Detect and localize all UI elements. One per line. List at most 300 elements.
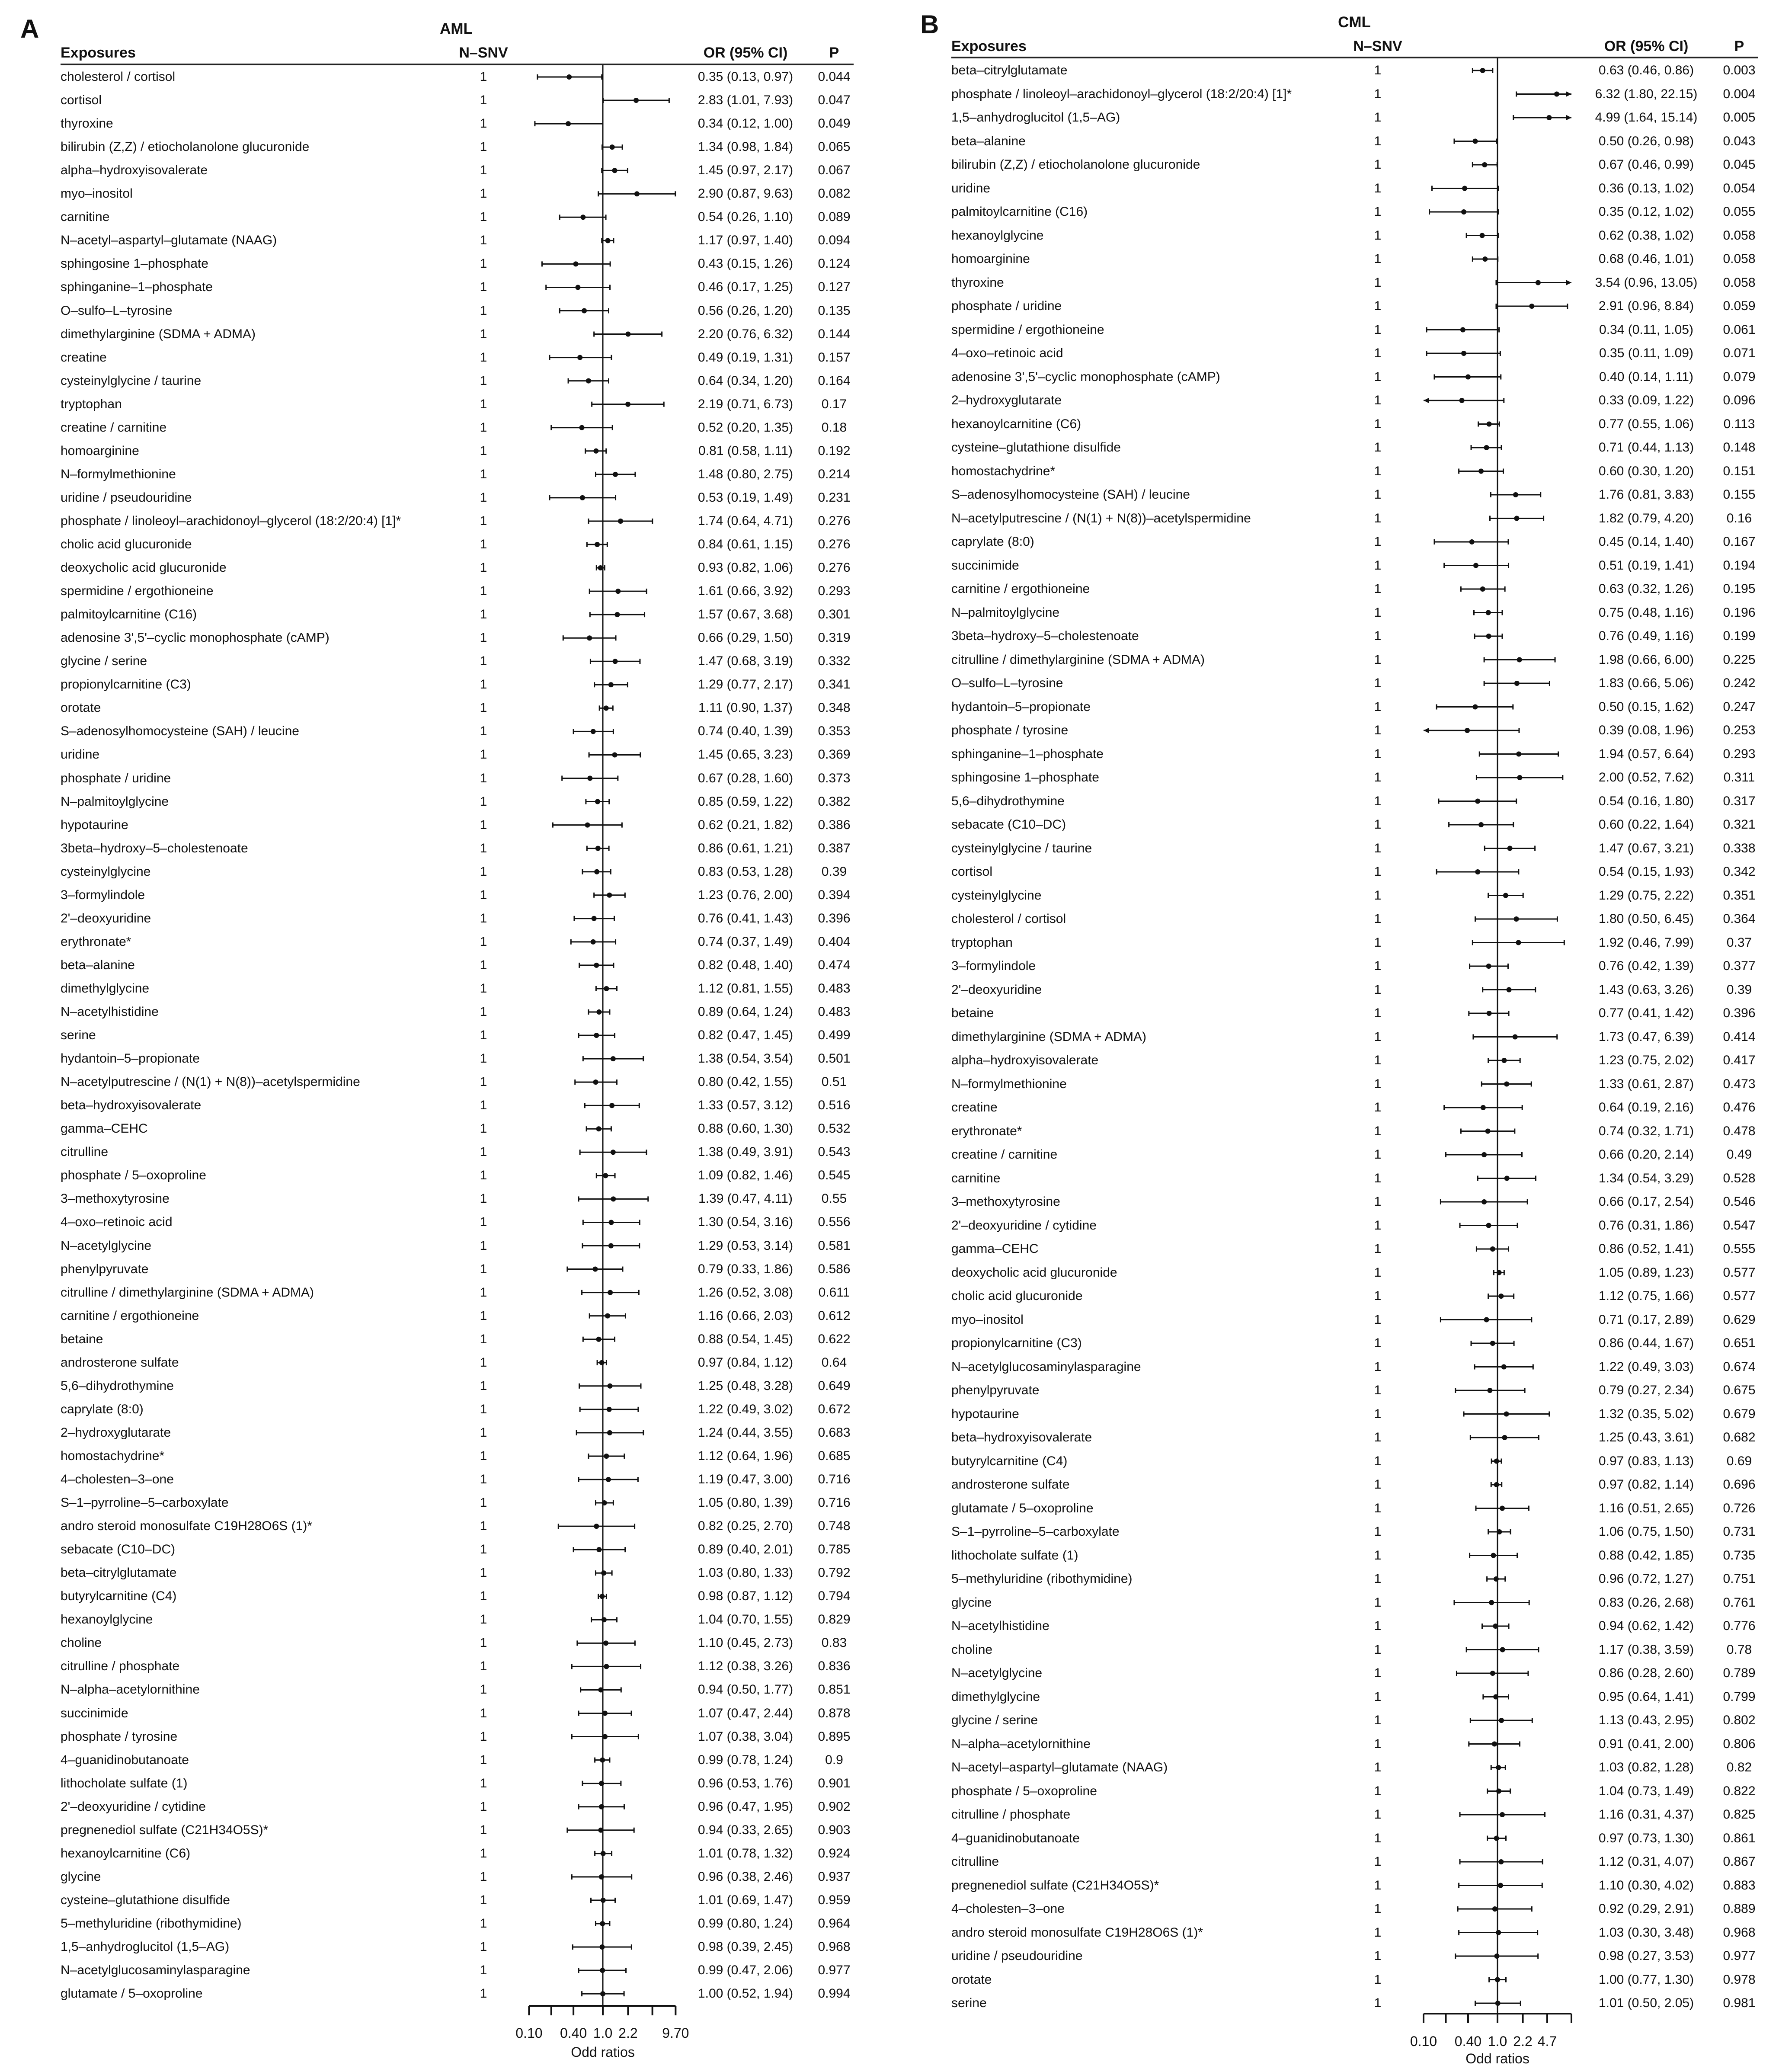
p-value: 0.611 (818, 1285, 850, 1300)
p-value: 0.231 (818, 490, 851, 505)
or-ci-value: 0.50 (0.26, 0.98) (1598, 134, 1694, 148)
p-value: 0.382 (818, 794, 851, 809)
nsnv-value: 1 (480, 1752, 487, 1767)
exposure-label: cysteinylglycine (951, 888, 1042, 903)
nsnv-value: 1 (480, 163, 487, 178)
nsnv-value: 1 (1374, 252, 1382, 266)
cml-or-point (1501, 1058, 1507, 1063)
exposure-label: beta–hydroxyisovalerate (951, 1430, 1092, 1444)
p-value: 0.058 (1723, 252, 1756, 266)
aml-or-point (593, 1267, 598, 1272)
nsnv-value: 1 (480, 513, 487, 528)
nsnv-value: 1 (1374, 1336, 1382, 1350)
or-ci-value: 0.86 (0.52, 1.41) (1598, 1242, 1694, 1256)
nsnv-value: 1 (480, 771, 487, 785)
x-tick-label: 0.40 (560, 2025, 587, 2041)
p-value: 0.968 (818, 1940, 851, 1954)
exposure-label: N–palmitoylglycine (61, 794, 169, 809)
exposure-label: citrulline / phosphate (951, 1807, 1071, 1822)
p-value: 0.516 (818, 1098, 851, 1113)
exposure-label: serine (951, 1996, 987, 2010)
cml-or-point (1546, 115, 1552, 120)
nsnv-value: 1 (480, 443, 487, 458)
p-value: 0.127 (818, 280, 851, 295)
exposure-label: glycine / serine (951, 1713, 1038, 1727)
exposure-label: N–acetylglucosaminylasparagine (61, 1963, 250, 1978)
p-value: 0.581 (818, 1238, 851, 1253)
aml-or-point (607, 1407, 612, 1412)
nsnv-value: 1 (1374, 275, 1382, 290)
nsnv-value: 1 (480, 1075, 487, 1089)
p-value: 0.851 (818, 1682, 851, 1697)
nsnv-value: 1 (1374, 1807, 1382, 1822)
nsnv-value: 1 (1374, 817, 1382, 832)
p-value: 0.799 (1723, 1689, 1756, 1704)
or-ci-value: 0.36 (0.13, 1.02) (1598, 181, 1694, 195)
exposure-label: cortisol (951, 865, 993, 879)
or-ci-value: 0.64 (0.19, 2.16) (1598, 1100, 1694, 1114)
p-value: 0.386 (818, 817, 851, 832)
nsnv-value: 1 (1374, 1854, 1382, 1869)
aml-or-point (579, 425, 585, 430)
nsnv-value: 1 (480, 1940, 487, 1954)
or-ci-value: 1.19 (0.47, 3.00) (698, 1472, 794, 1486)
aml-or-point (585, 823, 590, 828)
cml-or-point (1500, 1506, 1505, 1511)
cml-or-point (1490, 1341, 1495, 1346)
cml-or-point (1504, 1082, 1509, 1087)
nsnv-value: 1 (480, 1332, 487, 1346)
or-ci-value: 0.50 (0.15, 1.62) (1598, 699, 1694, 714)
or-ci-value: 1.11 (0.90, 1.37) (698, 701, 793, 715)
cml-header-nsnv: N–SNV (1353, 38, 1402, 54)
aml-or-point (599, 1781, 604, 1786)
x-tick-label: 2.2 (1513, 2034, 1533, 2049)
or-ci-value: 0.49 (0.19, 1.31) (698, 350, 794, 365)
or-ci-value: 1.04 (0.73, 1.49) (1598, 1784, 1694, 1798)
or-ci-value: 2.90 (0.87, 9.63) (698, 186, 794, 201)
exposure-label: uridine (61, 747, 100, 762)
cml-axis-title: Odd ratios (1465, 2051, 1529, 2066)
nsnv-value: 1 (1374, 416, 1382, 431)
p-value: 0.293 (1723, 746, 1756, 761)
or-ci-value: 0.35 (0.11, 1.09) (1599, 346, 1693, 360)
nsnv-value: 1 (480, 1706, 487, 1720)
exposure-label: cholic acid glucuronide (61, 537, 192, 551)
cml-or-point (1494, 1459, 1499, 1464)
p-value: 0.679 (1723, 1406, 1756, 1421)
exposure-label: pregnenediol sulfate (C21H34O5S)* (951, 1878, 1159, 1893)
exposure-label: S–1–pyrroline–5–carboxylate (61, 1496, 229, 1510)
or-ci-value: 0.88 (0.42, 1.85) (1598, 1548, 1694, 1563)
exposure-label: alpha–hydroxyisovalerate (61, 163, 208, 178)
exposure-label: betaine (951, 1006, 994, 1020)
nsnv-value: 1 (480, 1168, 487, 1183)
x-tick-label: 0.10 (1410, 2034, 1437, 2049)
p-value: 0.351 (1723, 888, 1756, 903)
nsnv-value: 1 (480, 397, 487, 411)
cml-or-point (1480, 68, 1485, 73)
p-value: 0.276 (818, 537, 851, 551)
p-value: 0.089 (818, 210, 851, 224)
p-value: 0.276 (818, 513, 851, 528)
aml-or-point (596, 1009, 602, 1015)
nsnv-value: 1 (1374, 1006, 1382, 1020)
exposure-label: cysteinylglycine / taurine (951, 841, 1092, 855)
exposure-label: 2–hydroxyglutarate (951, 393, 1062, 407)
nsnv-value: 1 (480, 1589, 487, 1604)
exposure-label: N–acetylputrescine / (N(1) + N(8))–acetylspermidine (61, 1075, 360, 1089)
exposure-label: hexanoylglycine (61, 1612, 153, 1627)
p-value: 0.895 (818, 1729, 851, 1744)
or-ci-value: 0.63 (0.32, 1.26) (1598, 582, 1694, 596)
nsnv-value: 1 (1374, 1289, 1382, 1303)
exposure-label: N–palmitoylglycine (951, 605, 1060, 620)
nsnv-value: 1 (1374, 63, 1382, 77)
p-value: 0.155 (1723, 487, 1756, 502)
exposure-label: sphingosine 1–phosphate (61, 256, 208, 271)
p-value: 0.968 (1723, 1925, 1756, 1940)
or-ci-value: 0.77 (0.41, 1.42) (1598, 1006, 1694, 1020)
aml-or-point (566, 121, 571, 126)
or-ci-value: 1.03 (0.82, 1.28) (1598, 1760, 1694, 1774)
or-ci-value: 1.16 (0.31, 4.37) (1598, 1807, 1694, 1822)
cml-or-point (1492, 1906, 1497, 1912)
exposure-label: cholesterol / cortisol (61, 70, 176, 84)
x-tick-label: 1.0 (593, 2025, 613, 2041)
exposure-label: N–acetylglycine (951, 1666, 1043, 1680)
p-value: 0.253 (1723, 723, 1756, 737)
p-value: 0.532 (818, 1121, 851, 1136)
nsnv-value: 1 (1374, 1736, 1382, 1751)
p-value: 0.167 (1723, 535, 1756, 549)
aml-or-point (607, 893, 612, 898)
exposure-label: spermidine / ergothioneine (61, 584, 214, 599)
or-ci-value: 0.67 (0.28, 1.60) (698, 771, 794, 785)
or-ci-value: 0.92 (0.29, 2.91) (1598, 1902, 1694, 1916)
exposure-label: citrulline (61, 1145, 109, 1159)
nsnv-value: 1 (1374, 982, 1382, 997)
aml-header-p: P (829, 45, 839, 61)
p-value: 0.889 (1723, 1902, 1756, 1916)
p-value: 0.225 (1723, 652, 1756, 667)
cml-or-point (1498, 1883, 1503, 1888)
nsnv-value: 1 (1374, 1666, 1382, 1680)
exposure-label: 2'–deoxyuridine (951, 982, 1042, 997)
aml-or-point (604, 1454, 609, 1459)
aml-or-point (598, 565, 603, 570)
nsnv-value: 1 (480, 1448, 487, 1463)
aml-header-exposures: Exposures (61, 45, 136, 61)
cml-or-point (1475, 869, 1480, 874)
cml-or-point (1486, 610, 1491, 615)
p-value: 0.478 (1723, 1124, 1756, 1138)
aml-or-point (608, 682, 614, 687)
nsnv-value: 1 (1374, 1595, 1382, 1610)
p-value: 0.924 (818, 1846, 851, 1861)
aml-or-point (596, 1126, 602, 1131)
nsnv-value: 1 (480, 794, 487, 809)
x-tick-label: 9.70 (662, 2025, 689, 2041)
nsnv-value: 1 (480, 1986, 487, 2001)
or-ci-value: 0.93 (0.82, 1.06) (698, 560, 794, 575)
nsnv-value: 1 (480, 841, 487, 855)
aml-or-point (618, 519, 623, 524)
nsnv-value: 1 (1374, 723, 1382, 737)
p-value: 0.685 (818, 1448, 851, 1463)
p-value: 0.964 (818, 1916, 851, 1931)
nsnv-value: 1 (1374, 1124, 1382, 1138)
or-ci-value: 0.66 (0.17, 2.54) (1598, 1195, 1694, 1209)
aml-or-point (604, 986, 609, 991)
cml-or-point (1487, 1011, 1492, 1016)
aml-or-point (600, 1758, 605, 1763)
or-ci-value: 1.03 (0.80, 1.33) (698, 1566, 794, 1580)
or-ci-value: 0.43 (0.15, 1.26) (698, 256, 794, 271)
exposure-label: beta–citrylglutamate (951, 63, 1068, 77)
exposure-label: glycine (61, 1869, 101, 1884)
nsnv-value: 1 (1374, 1784, 1382, 1798)
exposure-label: citrulline / dimethylarginine (SDMA + ADMA) (951, 652, 1205, 667)
nsnv-value: 1 (480, 1893, 487, 1907)
cml-or-point (1465, 375, 1471, 380)
exposure-label: andro steroid monosulfate C19H28O6S (1)* (61, 1519, 312, 1534)
or-ci-value: 0.39 (0.08, 1.96) (1598, 723, 1694, 737)
p-value: 0.82 (1726, 1760, 1752, 1774)
p-value: 0.059 (1723, 299, 1756, 313)
cml-or-point (1481, 1152, 1487, 1157)
exposure-label: beta–alanine (61, 958, 135, 972)
p-value: 0.373 (818, 771, 851, 785)
p-value: 0.977 (818, 1963, 851, 1978)
exposure-label: sphinganine–1–phosphate (951, 746, 1104, 761)
cml-or-point (1494, 1836, 1499, 1841)
p-value: 0.789 (1723, 1666, 1756, 1680)
or-ci-value: 1.06 (0.75, 1.50) (1598, 1524, 1694, 1539)
or-ci-value: 1.22 (0.49, 3.02) (698, 1402, 794, 1416)
exposure-label: orotate (61, 701, 101, 715)
cml-or-point (1484, 445, 1489, 450)
aml-or-point (602, 1711, 608, 1716)
nsnv-value: 1 (1374, 134, 1382, 148)
or-ci-value: 1.76 (0.81, 3.83) (1598, 487, 1694, 502)
nsnv-value: 1 (1374, 1147, 1382, 1162)
nsnv-value: 1 (1374, 157, 1382, 172)
or-ci-value: 1.16 (0.66, 2.03) (698, 1308, 794, 1323)
nsnv-value: 1 (480, 1776, 487, 1790)
p-value: 0.83 (821, 1636, 847, 1650)
or-ci-value: 1.29 (0.53, 3.14) (698, 1238, 794, 1253)
nsnv-value: 1 (480, 1262, 487, 1276)
cml-or-point (1495, 1977, 1500, 1982)
nsnv-value: 1 (480, 303, 487, 318)
or-ci-value: 0.98 (0.87, 1.12) (698, 1589, 794, 1604)
nsnv-value: 1 (480, 1098, 487, 1113)
nsnv-value: 1 (480, 280, 487, 295)
or-ci-value: 1.43 (0.63, 3.26) (1598, 982, 1694, 997)
p-value: 0.417 (1723, 1053, 1756, 1067)
cml-or-point (1479, 233, 1485, 238)
cml-or-point (1496, 1930, 1501, 1935)
aml-or-point (603, 1640, 608, 1646)
exposure-label: S–adenosylhomocysteine (SAH) / leucine (61, 724, 299, 739)
or-ci-value: 0.74 (0.32, 1.71) (1598, 1124, 1694, 1138)
or-ci-value: 1.07 (0.47, 2.44) (698, 1706, 794, 1720)
aml-or-point (587, 635, 592, 640)
aml-or-point (594, 869, 599, 874)
cml-or-point (1496, 1765, 1501, 1770)
cml-title: CML (1338, 14, 1371, 31)
exposure-label: hexanoylcarnitine (C6) (61, 1846, 191, 1861)
aml-header-nsnv: N–SNV (459, 45, 508, 61)
p-value: 0.959 (818, 1893, 851, 1907)
p-value: 0.082 (818, 186, 851, 201)
or-ci-value: 1.12 (0.31, 4.07) (1598, 1854, 1694, 1869)
or-ci-value: 0.79 (0.27, 2.34) (1598, 1383, 1694, 1397)
p-value: 0.473 (1723, 1076, 1756, 1091)
or-ci-value: 1.22 (0.49, 3.03) (1598, 1359, 1694, 1374)
exposure-label: dimethylglycine (951, 1689, 1040, 1704)
nsnv-value: 1 (1374, 676, 1382, 690)
or-ci-value: 1.47 (0.68, 3.19) (698, 654, 794, 669)
p-value: 0.377 (1723, 959, 1756, 973)
aml-or-point (596, 1337, 602, 1342)
cml-or-point (1500, 1647, 1505, 1652)
cml-or-point (1494, 1954, 1499, 1959)
p-value: 0.683 (818, 1425, 851, 1440)
or-ci-value: 4.99 (1.64, 15.14) (1595, 110, 1698, 125)
aml-or-point (605, 1313, 610, 1319)
nsnv-value: 1 (1374, 1572, 1382, 1586)
cml-or-point (1514, 916, 1519, 922)
exposure-label: adenosine 3',5'–cyclic monophosphate (cAMP) (951, 369, 1220, 384)
p-value: 0.148 (1723, 440, 1756, 455)
exposure-label: choline (951, 1642, 993, 1657)
nsnv-value: 1 (1374, 1501, 1382, 1515)
aml-or-point (613, 659, 618, 664)
p-value: 0.124 (818, 256, 851, 271)
exposure-label: bilirubin (Z,Z) / etiocholanolone glucuronide (951, 157, 1200, 172)
exposure-label: carnitine / ergothioneine (951, 582, 1090, 596)
exposure-label: 2'–deoxyuridine / cytidine (61, 1799, 206, 1814)
or-ci-value: 3.54 (0.96, 13.05) (1595, 275, 1698, 290)
exposure-label: glycine (951, 1595, 992, 1610)
or-ci-value: 0.83 (0.26, 2.68) (1598, 1595, 1694, 1610)
cml-or-point (1514, 516, 1519, 521)
aml-or-point (634, 98, 639, 103)
nsnv-value: 1 (1374, 1029, 1382, 1044)
p-value: 0.003 (1723, 63, 1756, 77)
nsnv-value: 1 (480, 373, 487, 388)
cml-header-exposures: Exposures (951, 38, 1027, 54)
exposure-label: citrulline / phosphate (61, 1659, 180, 1674)
or-ci-value: 1.16 (0.51, 2.65) (1598, 1501, 1694, 1515)
aml-axis-title: Odd ratios (571, 2044, 635, 2060)
exposure-label: 5–methyluridine (ribothymidine) (951, 1572, 1133, 1586)
or-ci-value: 1.48 (0.80, 2.75) (698, 467, 794, 481)
cml-or-point (1473, 563, 1478, 568)
p-value: 0.682 (1723, 1430, 1756, 1444)
nsnv-value: 1 (480, 467, 487, 481)
cml-or-point (1473, 705, 1478, 710)
p-value: 0.49 (1726, 1147, 1752, 1162)
nsnv-value: 1 (1374, 1902, 1382, 1916)
or-ci-value: 1.34 (0.54, 3.29) (1598, 1171, 1694, 1185)
exposure-label: citrulline / dimethylarginine (SDMA + ADMA) (61, 1285, 314, 1300)
p-value: 0.17 (821, 397, 847, 411)
cml-or-point (1497, 1529, 1502, 1534)
p-value: 0.16 (1726, 511, 1752, 525)
or-ci-value: 1.98 (0.66, 6.00) (1598, 652, 1694, 667)
aml-or-point (625, 332, 630, 337)
nsnv-value: 1 (1374, 1076, 1382, 1091)
exposure-label: 5–methyluridine (ribothymidine) (61, 1916, 242, 1931)
cml-or-point (1485, 1129, 1491, 1134)
or-ci-value: 0.82 (0.25, 2.70) (698, 1519, 794, 1534)
or-ci-value: 0.60 (0.22, 1.64) (1598, 817, 1694, 832)
aml-or-point (608, 1290, 613, 1295)
cml-or-point (1536, 280, 1541, 285)
or-ci-value: 1.01 (0.78, 1.32) (698, 1846, 794, 1861)
or-ci-value: 1.01 (0.50, 2.05) (1598, 1996, 1694, 2010)
or-ci-value: 0.82 (0.48, 1.40) (698, 958, 794, 972)
or-ci-value: 1.30 (0.54, 3.16) (698, 1215, 794, 1230)
exposure-label: N–acetyl–aspartyl–glutamate (NAAG) (951, 1760, 1168, 1774)
exposure-label: N–acetylglucosaminylasparagine (951, 1359, 1141, 1374)
p-value: 0.792 (818, 1566, 851, 1580)
nsnv-value: 1 (1374, 959, 1382, 973)
cml-or-point (1516, 752, 1521, 757)
nsnv-value: 1 (1374, 299, 1382, 313)
exposure-label: myo–inositol (951, 1312, 1024, 1327)
nsnv-value: 1 (480, 1472, 487, 1486)
p-value: 0.483 (818, 1005, 851, 1019)
or-ci-value: 0.66 (0.29, 1.50) (698, 631, 794, 645)
or-ci-value: 0.97 (0.84, 1.12) (698, 1355, 794, 1370)
p-value: 0.044 (818, 70, 851, 84)
or-ci-value: 1.10 (0.45, 2.73) (698, 1636, 794, 1650)
aml-or-point (577, 355, 582, 360)
exposure-label: N–alpha–acetylornithine (951, 1736, 1091, 1751)
p-value: 0.061 (1723, 322, 1756, 337)
exposure-label: hydantoin–5–propionate (61, 1051, 200, 1066)
or-ci-value: 1.24 (0.44, 3.55) (698, 1425, 794, 1440)
exposure-label: cortisol (61, 93, 102, 108)
nsnv-value: 1 (1374, 1878, 1382, 1893)
nsnv-value: 1 (1374, 652, 1382, 667)
aml-or-point (592, 916, 597, 921)
nsnv-value: 1 (480, 1121, 487, 1136)
cml-or-point (1487, 422, 1492, 427)
or-ci-value: 0.96 (0.72, 1.27) (1598, 1572, 1694, 1586)
nsnv-value: 1 (480, 724, 487, 739)
cml-header-or: OR (95% CI) (1604, 38, 1689, 54)
aml-or-point (599, 1874, 604, 1880)
nsnv-value: 1 (1374, 1430, 1382, 1444)
p-value: 0.51 (821, 1075, 847, 1089)
nsnv-value: 1 (1374, 1265, 1382, 1280)
nsnv-value: 1 (480, 677, 487, 692)
panel-letter-b: B (920, 10, 939, 39)
p-value: 0.977 (1723, 1949, 1756, 1963)
aml-or-point (596, 1547, 602, 1552)
nsnv-value: 1 (1374, 1548, 1382, 1563)
exposure-label: 2'–deoxyuridine (61, 911, 151, 926)
nsnv-value: 1 (480, 1612, 487, 1627)
p-value: 0.716 (818, 1472, 851, 1486)
cml-or-point (1487, 1388, 1492, 1393)
p-value: 0.39 (821, 864, 847, 879)
